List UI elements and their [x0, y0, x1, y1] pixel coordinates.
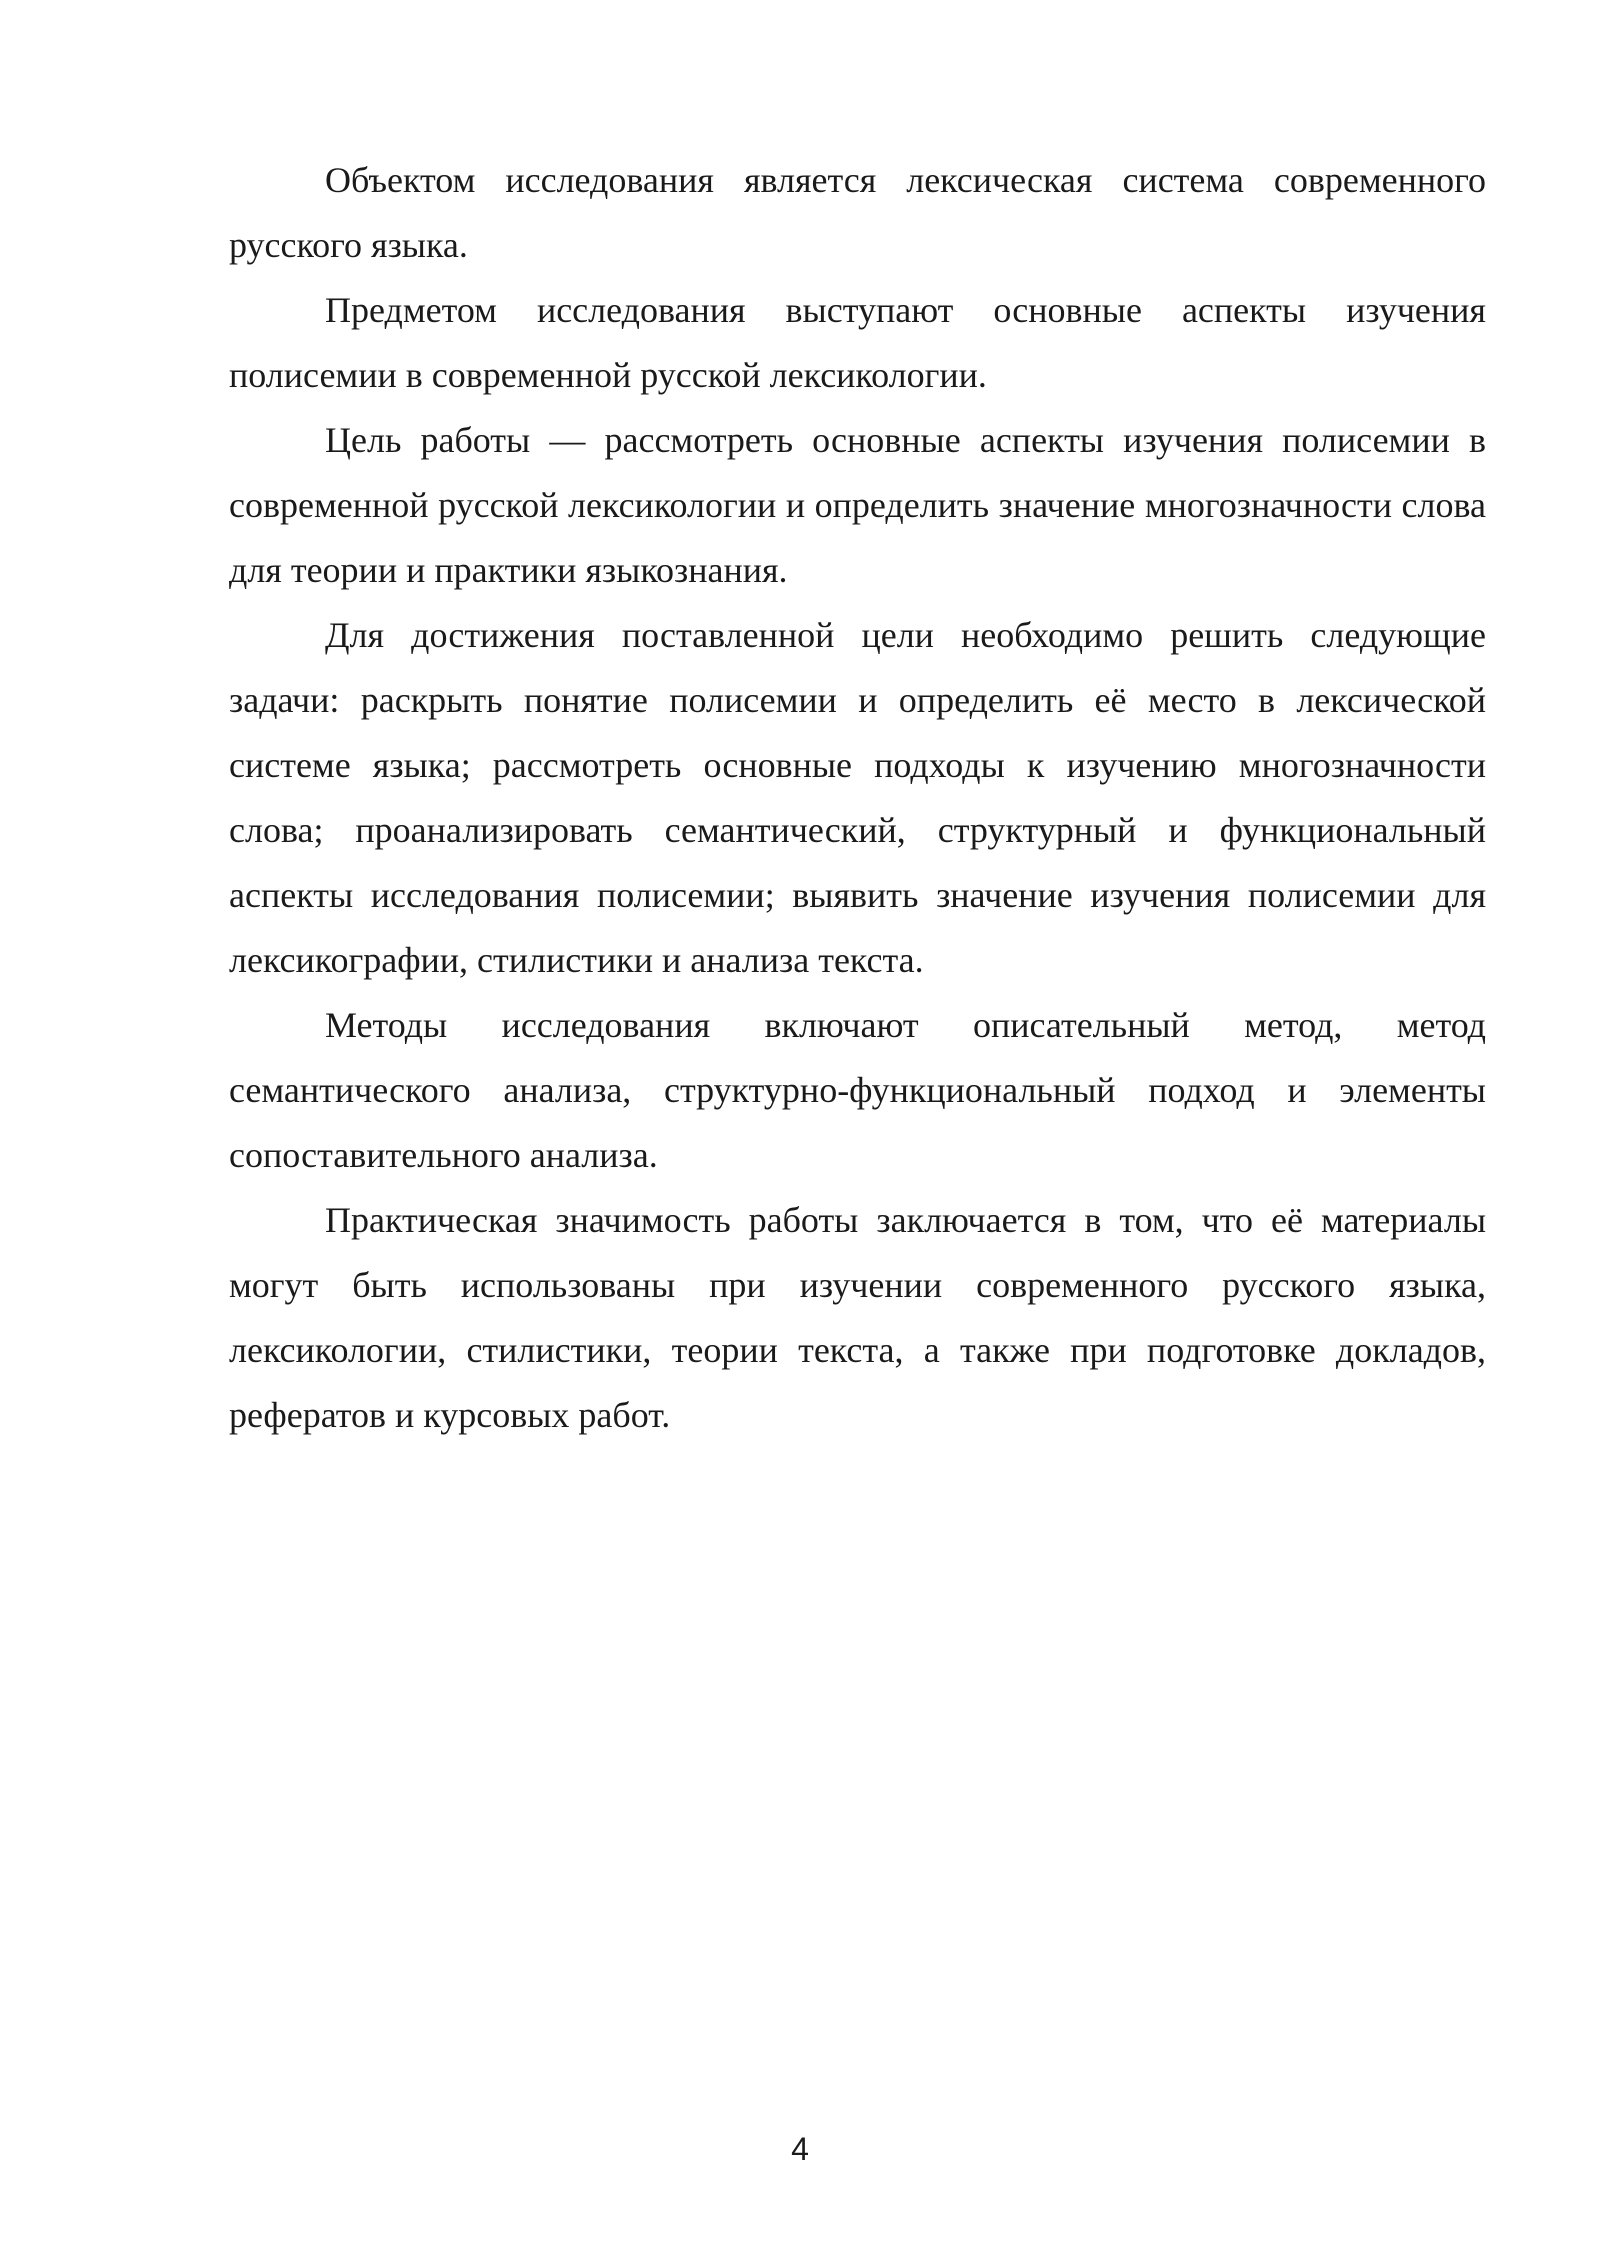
paragraph-research-object: Объектом исследования является лексическая система современного русского языка. — [229, 160, 1486, 265]
paragraph-tasks: Для достижения поставленной цели необходимо решить следующие задачи: раскрыть понятие полисемии и определить её место в лексической системе языка; рассмотреть основные подходы к изучению многозначности слова; проанализировать семантический, структурный и функциональный аспекты исследования полисемии; выявить значение изучения полисемии для лексикографии, стилистики и анализа текста. — [229, 615, 1486, 980]
paragraph-research-subject: Предметом исследования выступают основные аспекты изучения полисемии в современной русской лексикологии. — [229, 290, 1486, 395]
page-number: 4 — [791, 2131, 809, 2167]
paragraph-methods: Методы исследования включают описательный метод, метод семантического анализа, структурно-функциональный подход и элементы сопоставительного анализа. — [229, 1005, 1486, 1175]
paragraph-goal: Цель работы — рассмотреть основные аспекты изучения полисемии в современной русской лексикологии и определить значение многозначности слова для теории и практики языкознания. — [229, 420, 1486, 590]
body-text — [229, 148, 1486, 1448]
paragraph-practical-significance: Практическая значимость работы заключается в том, что её материалы могут быть использованы при изучении современного русского языка, лексикологии, стилистики, теории текста, а также при подготовке докладов, рефератов и курсовых работ. — [229, 1200, 1486, 1435]
